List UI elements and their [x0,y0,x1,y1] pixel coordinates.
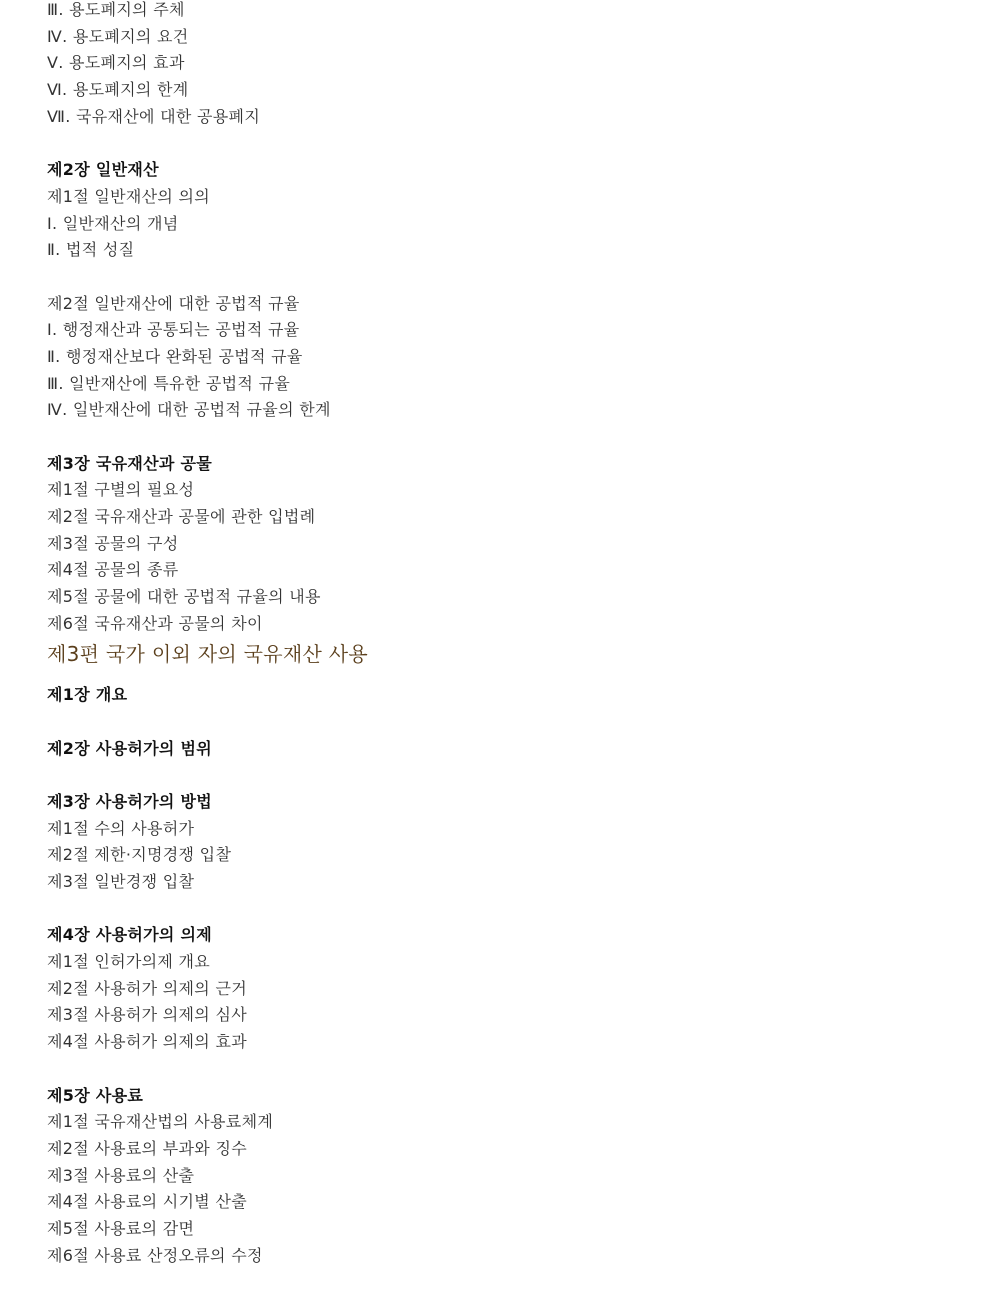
chapter-heading: 제1장 개요 [47,685,128,705]
toc-item: Ⅴ. 용도폐지의 효과 [47,53,185,73]
blank-line [47,765,947,792]
toc-item: 제2절 일반재산에 대한 공법적 규율 [47,293,300,313]
toc-item: 제3절 공물의 구성 [47,533,179,553]
toc-item: Ⅲ. 일반재산에 특유한 공법적 규율 [47,373,291,393]
blank-line [47,267,947,294]
table-of-contents [47,0,947,1272]
blank-line [47,427,947,454]
toc-item: 제4절 공물의 종류 [47,560,179,580]
toc-item: 제2절 제한·지명경쟁 입찰 [47,845,232,865]
toc-item: 제2절 국유재산과 공물에 관한 입법례 [47,507,316,527]
toc-item: Ⅳ. 용도폐지의 요건 [47,26,189,46]
toc-item: Ⅲ. 용도폐지의 주체 [47,0,185,19]
toc-item: 제3절 사용료의 산출 [47,1165,195,1185]
chapter-heading: 제3장 국유재산과 공물 [47,453,212,473]
toc-item: 제3절 일반경쟁 입찰 [47,872,195,891]
chapter-heading: 제4장 사용허가의 의제 [47,925,212,945]
toc-item: 제6절 국유재산과 공물의 차이 [47,613,263,633]
section-spacer [47,667,947,685]
blank-line [47,712,947,739]
toc-item: 제1절 수의 사용허가 [47,818,195,838]
toc-item: Ⅱ. 행정재산보다 완화된 공법적 규율 [47,346,303,366]
toc-item: 제5절 사용료의 감면 [47,1218,195,1238]
chapter-heading: 제2장 사용허가의 범위 [47,738,212,758]
chapter-heading: 제3장 사용허가의 방법 [47,791,212,811]
toc-item: 제2절 사용료의 부과와 징수 [47,1138,247,1158]
chapter-heading: 제5장 사용료 [47,1085,144,1105]
chapter-heading: 제2장 일반재산 [47,160,159,180]
toc-item: Ⅱ. 법적 성질 [47,240,135,260]
toc-item: 제5절 공물에 대한 공법적 규율의 내용 [47,587,321,607]
toc-item: Ⅶ. 국유재산에 대한 공용폐지 [47,106,261,126]
toc-item: 제3절 사용허가 의제의 심사 [47,1005,247,1025]
toc-item: 제1절 국유재산법의 사용료체계 [47,1112,274,1132]
blank-line [47,899,947,926]
toc-item: 제2절 사용허가 의제의 근거 [47,978,247,998]
toc-item: Ⅰ. 일반재산의 개념 [47,213,179,233]
toc-item: Ⅵ. 용도폐지의 한계 [47,80,189,100]
blank-line [47,1059,947,1086]
toc-item: 제4절 사용료의 시기별 산출 [47,1192,247,1212]
toc-item: 제1절 인허가의제 개요 [47,952,211,972]
toc-item: 제4절 사용허가 의제의 효과 [47,1032,247,1052]
blank-line [47,133,947,160]
toc-item: 제1절 일반재산의 의의 [47,186,211,206]
toc-item: 제1절 구별의 필요성 [47,480,195,500]
toc-item: 제6절 사용료 산정오류의 수정 [47,1245,263,1265]
toc-item: Ⅳ. 일반재산에 대한 공법적 규율의 한계 [47,400,331,420]
toc-item: Ⅰ. 행정재산과 공통되는 공법적 규율 [47,320,300,340]
part-heading: 제3편 국가 이외 자의 국유재산 사용 [47,641,368,666]
